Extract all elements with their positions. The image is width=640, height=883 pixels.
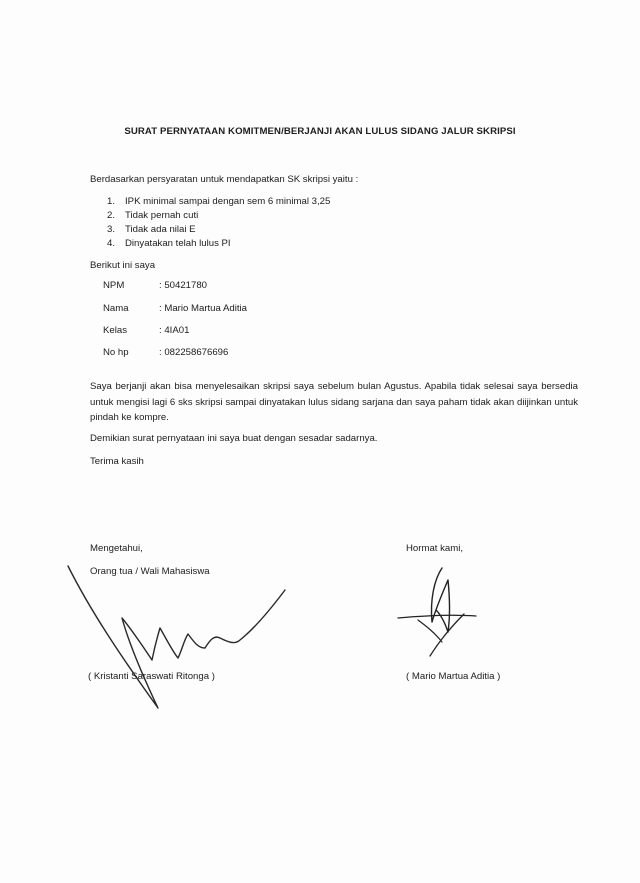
identity-label-npm: NPM (103, 280, 125, 291)
requirement-number: 4. (107, 238, 116, 249)
identity-intro: Berikut ini saya (90, 260, 156, 271)
thanks-text: Terima kasih (90, 456, 144, 467)
commitment-paragraph (90, 379, 578, 426)
requirement-item (107, 210, 198, 221)
identity-value-nohp: : 082258676696 (159, 347, 229, 358)
right-signatory-name: ( Mario Martua Aditia ) (406, 671, 501, 682)
requirement-number: 3. (107, 224, 116, 235)
requirement-text: IPK minimal sampai dengan sem 6 minimal 3,25 (125, 196, 331, 207)
requirement-number: 2. (107, 210, 116, 221)
requirement-item (107, 224, 196, 235)
closing-text: Demikian surat pernyataan ini saya buat dengan sesadar sadarnya. (90, 433, 378, 444)
left-signatory-heading: Mengetahui, (90, 543, 143, 554)
right-signature (390, 560, 490, 680)
intro-text: Berdasarkan persyaratan untuk mendapatkan SK skripsi yaitu : (90, 174, 359, 185)
identity-label-kelas: Kelas (103, 325, 127, 336)
requirement-text: Dinyatakan telah lulus PI (125, 238, 231, 249)
right-signatory-heading: Hormat kami, (406, 543, 464, 554)
identity-value-kelas: : 4IA01 (159, 325, 190, 336)
commitment-text: Saya berjanji akan bisa menyelesaikan skripsi saya sebelum bulan Agustus. Apabila tidak selesai saya bersedia untuk mengisi lagi 6 sks skripsi sampai dinyatakan lulus sidang sarjana dan saya paham tidak akan diijinkan untuk pindah ke kompre. (90, 381, 578, 423)
left-signatory-role: Orang tua / Wali Mahasiswa (90, 566, 210, 577)
identity-label-nohp: No hp (103, 347, 129, 358)
requirement-text: Tidak ada nilai E (125, 224, 196, 235)
letter-title: SURAT PERNYATAAN KOMITMEN/BERJANJI AKAN LULUS SIDANG JALUR SKRIPSI (124, 126, 516, 137)
left-signatory-name: ( Kristanti Saraswati Ritonga ) (88, 671, 215, 682)
requirement-item (107, 196, 330, 207)
identity-label-nama: Nama (103, 303, 129, 314)
identity-value-nama: : Mario Martua Aditia (159, 303, 247, 314)
requirement-number: 1. (107, 196, 116, 207)
left-signature (60, 560, 300, 720)
identity-value-npm: : 50421780 (159, 280, 208, 291)
requirement-item (107, 238, 231, 249)
requirement-text: Tidak pernah cuti (125, 210, 199, 221)
